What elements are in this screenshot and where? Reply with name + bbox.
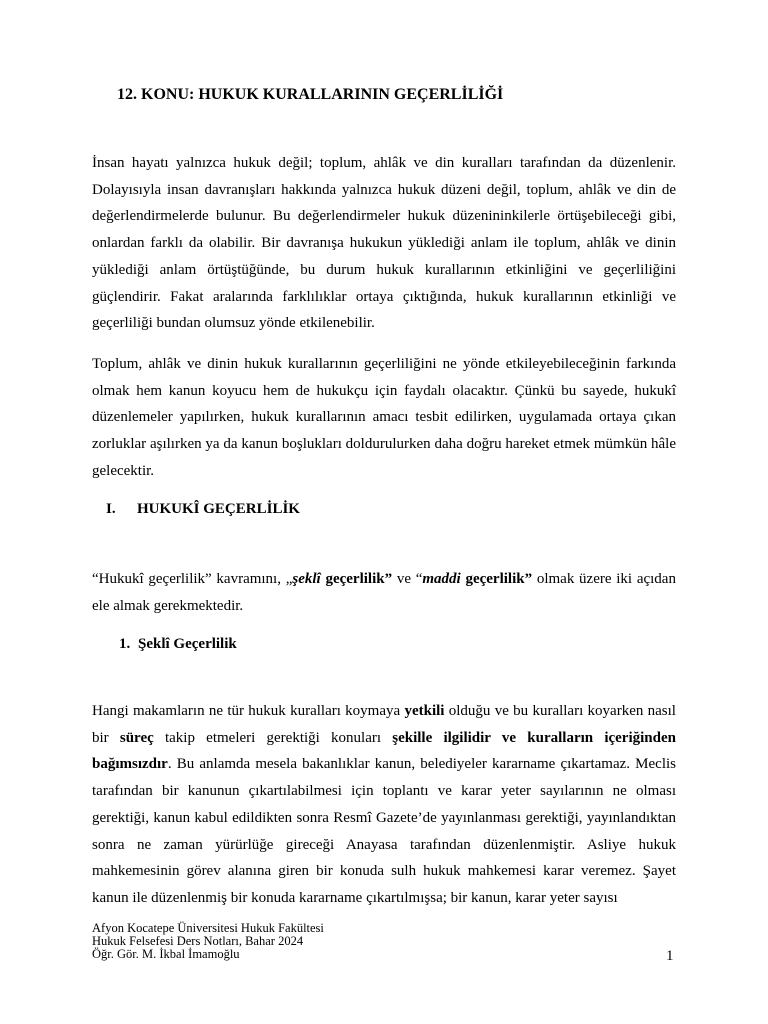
emphasis-sekli: şeklî [292,571,321,587]
text-run: ve “ [392,571,423,587]
bold-surec: süreç [119,729,154,746]
text-run: olmak üzere iki açıdan ele almak gerekmektedir. [92,571,676,614]
text-run: . Bu anlamda mesela bakanlıklar kanun, belediyeler kararname çıkartamaz. Meclis tarafından bir kanunun çıkartılabilmesi için toplantı ve karar yeter sayılarının ne olması gerektiği, kanun kabul edildikten sonra Resmî Gazete’de yayınlanması gerektiği, yayınlandıktan sonra ne zaman yürürlüğe gireceği Anayasa tarafından düzenlenmiştir. Asliye hukuk mahkemesinin görev alanına giren bir konuda sulh hukuk mahkemesi karar veremez. Şayet kanun ile düzenlenmiş bir konuda kararname çıkartılmışsa; bir kanun, karar yeter sayısı [92,756,676,906]
text-run: olduğu ve bu kuralları koyarken nasıl bir [92,703,676,746]
emphasis-maddi: maddi [422,571,461,587]
subsection-heading-sekli-gecerlilik [119,636,237,653]
footer-institution: Afyon Kocatepe Üniversitesi Hukuk Fakültesi [92,921,324,935]
page-footer [92,922,324,961]
page-title: 12. KONU: HUKUK KURALLARININ GEÇERLİLİĞİ [117,86,504,103]
subsection-heading-text: Şeklî Geçerlilik [138,636,237,652]
section-heading-text: HUKUKÎ GEÇERLİLİK [137,501,300,517]
text-run: “Hukukî geçerlilik” kavramını, „ [92,571,293,587]
text-run: Hangi makamların ne tür hukuk kuralları koymaya [92,703,405,719]
intro-paragraph-1: İnsan hayatı yalnızca hukuk değil; toplum, ahlâk ve din kuralları tarafından da düzenlenir. Dolayısıyla insan davranışları hakkında yalnızca hukuk düzeni değil, toplum, ahlâk ve din de değerlendirmelerde bulunur. Bu değerlendirmeler hukuk düzenininkilerle örtüşebileceği gibi, onlardan farklı da olabilir. Bir davranışa hukukun yüklediği anlam ile toplum, ahlâk ve dinin yüklediği anlam örtüştüğünde, bu durum hukuk kurallarının etkinliğini ve geçerliliğini güçlendirir. Fakat aralarında farklılıklar ortaya çıktığında, hukuk kurallarının etkinliği ve geçerliliği bundan olumsuz yönde etkilenebilir. [92,155,676,332]
section-heading-hukuki-gecerlilik [106,501,300,518]
bold-run: geçerlilik” [320,571,393,587]
bold-run: geçerlilik” [460,571,533,587]
section-number: I. [106,501,116,517]
bold-sekille-ilgilidir: şekille ilgilidir ve kuralların içeriğinden bağımsızdır [92,729,676,773]
subsection-1-paragraph [92,698,676,912]
bold-yetkili: yetkili [404,703,445,719]
subsection-number: 1. [119,636,131,652]
footer-course: Hukuk Felsefesi Ders Notları, Bahar 2024 [92,934,304,948]
page-number: 1 [666,948,674,964]
text-run: takip etmeleri gerektiği konuları [153,729,393,746]
footer-author: Öğr. Gör. M. İkbal İmamoğlu [92,947,240,961]
intro-paragraph-2: Toplum, ahlâk ve dinin hukuk kurallarının geçerliliğini ne yönde etkileyebileceğinin farkında olmak hem kanun koyucu hem de hukukçu için faydalı olacaktır. Çünkü bu sayede, hukukî düzenlemeler yapılırken, hukuk kurallarının amacı tesbit edilirken, uygulamada ortaya çıkan zorluklar aşılırken ya da kanun boşlukları doldurulurken daha doğru hareket etmek mümkün hâle gelecektir. [92,356,676,479]
section-1-paragraph [92,566,676,619]
